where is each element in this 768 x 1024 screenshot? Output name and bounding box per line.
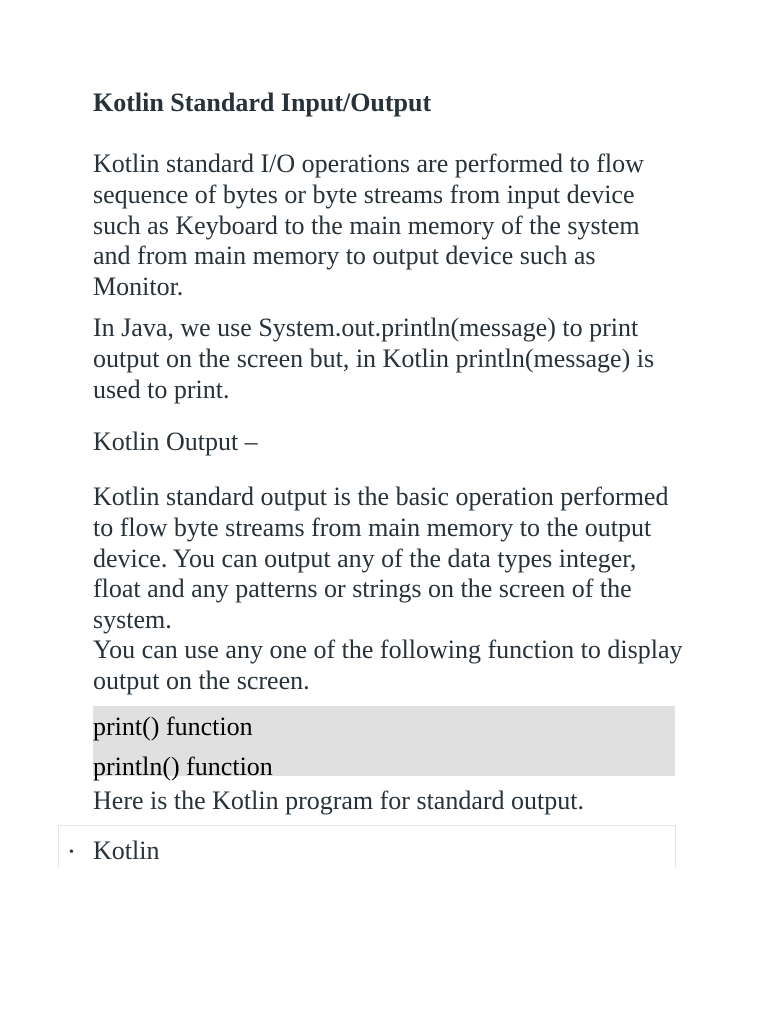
- java-note-paragraph: In Java, we use System.out.println(message) to print output on the screen but, in Kotlin println(message) is used to print.: [93, 313, 655, 404]
- function-item-println: println() function: [93, 752, 273, 781]
- article-title: Kotlin Standard Input/Output: [93, 88, 432, 117]
- tab-kotlin[interactable]: Kotlin: [93, 836, 160, 865]
- tab-bullet-icon: •: [69, 845, 74, 860]
- output-description: Kotlin standard output is the basic operation performed to flow byte streams from main memory to the output device. You can output any of the data types integer, float and any patterns or strings on the screen of the system.: [93, 482, 669, 635]
- program-intro: Here is the Kotlin program for standard output.: [93, 786, 584, 815]
- code-tab-bar: [58, 825, 676, 867]
- function-list-box: [93, 706, 675, 781]
- function-item-print: print() function: [93, 712, 253, 741]
- functions-intro: You can use any one of the following function to display output on the screen.: [93, 635, 683, 695]
- intro-paragraph: Kotlin standard I/O operations are performed to flow sequence of bytes or byte streams from input device such as Keyboard to the main memory of the system and from main memory to output device such as Monitor.: [93, 149, 644, 302]
- output-heading: Kotlin Output –: [93, 427, 258, 456]
